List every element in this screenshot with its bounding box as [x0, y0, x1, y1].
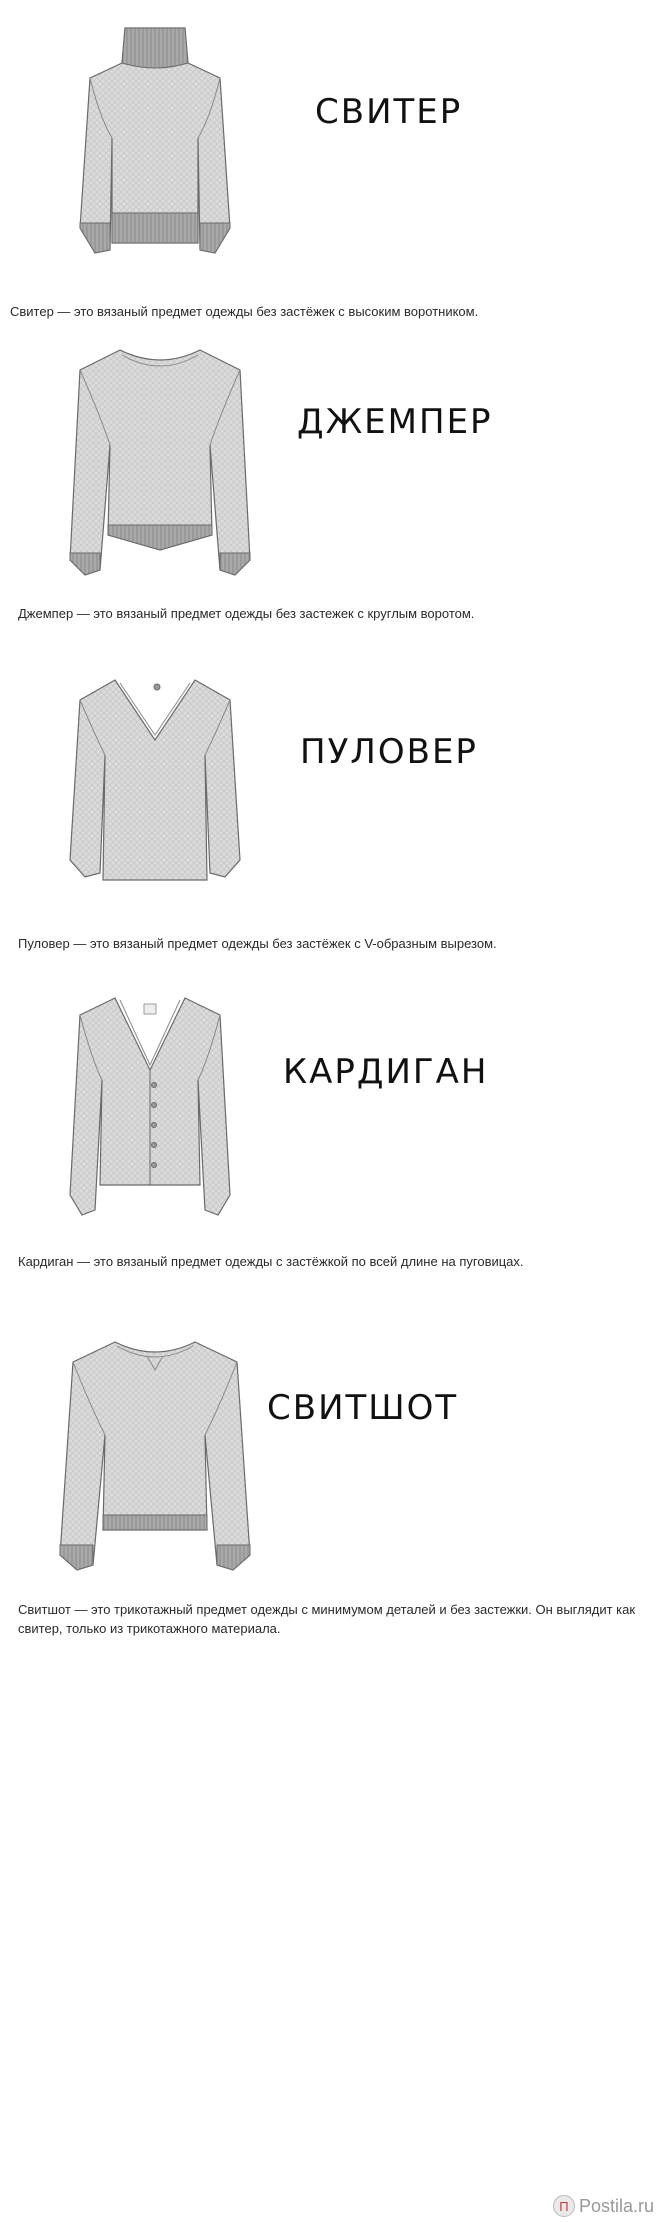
sweater-turtleneck-illustration — [70, 18, 240, 268]
watermark-text: Postila.ru — [578, 2195, 654, 2216]
cardigan-title: КАРДИГАН — [283, 1052, 489, 1092]
postila-logo-icon: П — [553, 2195, 575, 2217]
sweatshirt-illustration — [55, 1330, 255, 1580]
pullover-title: ПУЛОВЕР — [300, 732, 478, 772]
pullover-caption: Пуловер — это вязаный предмет одежды без застёжек с V-образным вырезом. — [18, 936, 497, 951]
cardigan-buttoned-illustration — [60, 990, 240, 1235]
jumper-crewneck-illustration — [60, 335, 260, 585]
sweater-caption: Свитер — это вязаный предмет одежды без застёжек с высоким воротником. — [10, 304, 479, 319]
pullover-section — [0, 660, 660, 990]
pullover-vneck-illustration — [65, 665, 245, 900]
jumper-section — [0, 330, 660, 660]
sweater-section — [0, 0, 660, 330]
watermark — [553, 2195, 654, 2217]
sweatshirt-title: СВИТШОТ — [267, 1388, 459, 1428]
jumper-title: ДЖЕМПЕР — [297, 402, 493, 442]
sweater-title: СВИТЕР — [315, 92, 463, 132]
sweatshirt-section — [0, 1330, 660, 2223]
cardigan-caption: Кардиган — это вязаный предмет одежды с застёжкой по всей длине на пуговицах. — [18, 1254, 524, 1269]
jumper-caption: Джемпер — это вязаный предмет одежды без застежек с круглым воротом. — [18, 606, 475, 621]
sweatshirt-caption: Свитшот — это трикотажный предмет одежды с минимумом деталей и без застежки. Он выглядит как свитер, только из трикотажного материала. — [18, 1602, 636, 1636]
cardigan-section — [0, 990, 660, 1330]
